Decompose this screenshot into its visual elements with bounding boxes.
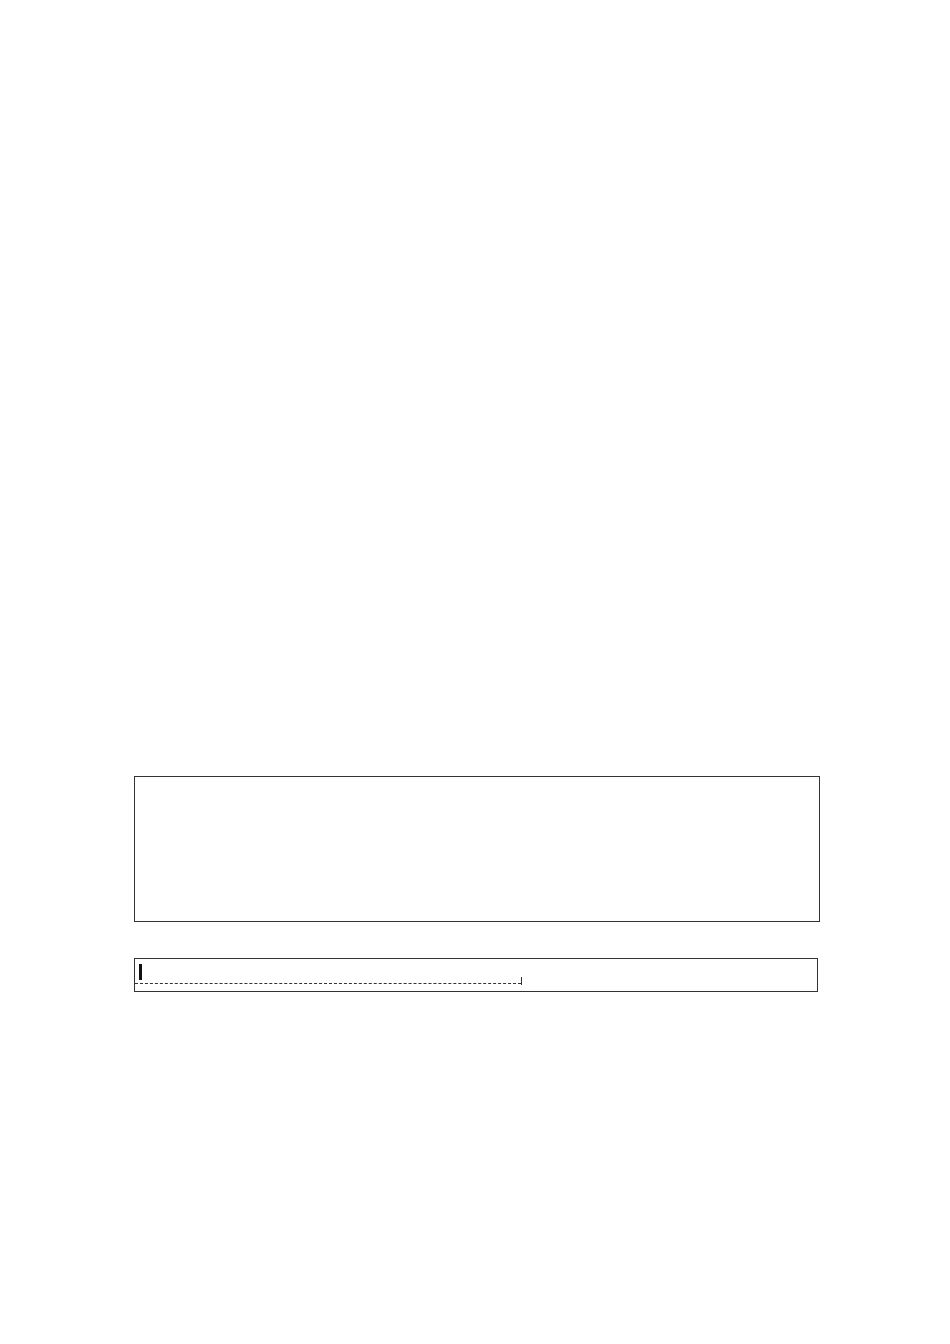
section-type-label (139, 963, 145, 982)
rule-method-box (134, 776, 820, 922)
section-header (134, 958, 818, 992)
header-divider-tick (521, 977, 522, 985)
header-dashed-divider (135, 983, 521, 984)
